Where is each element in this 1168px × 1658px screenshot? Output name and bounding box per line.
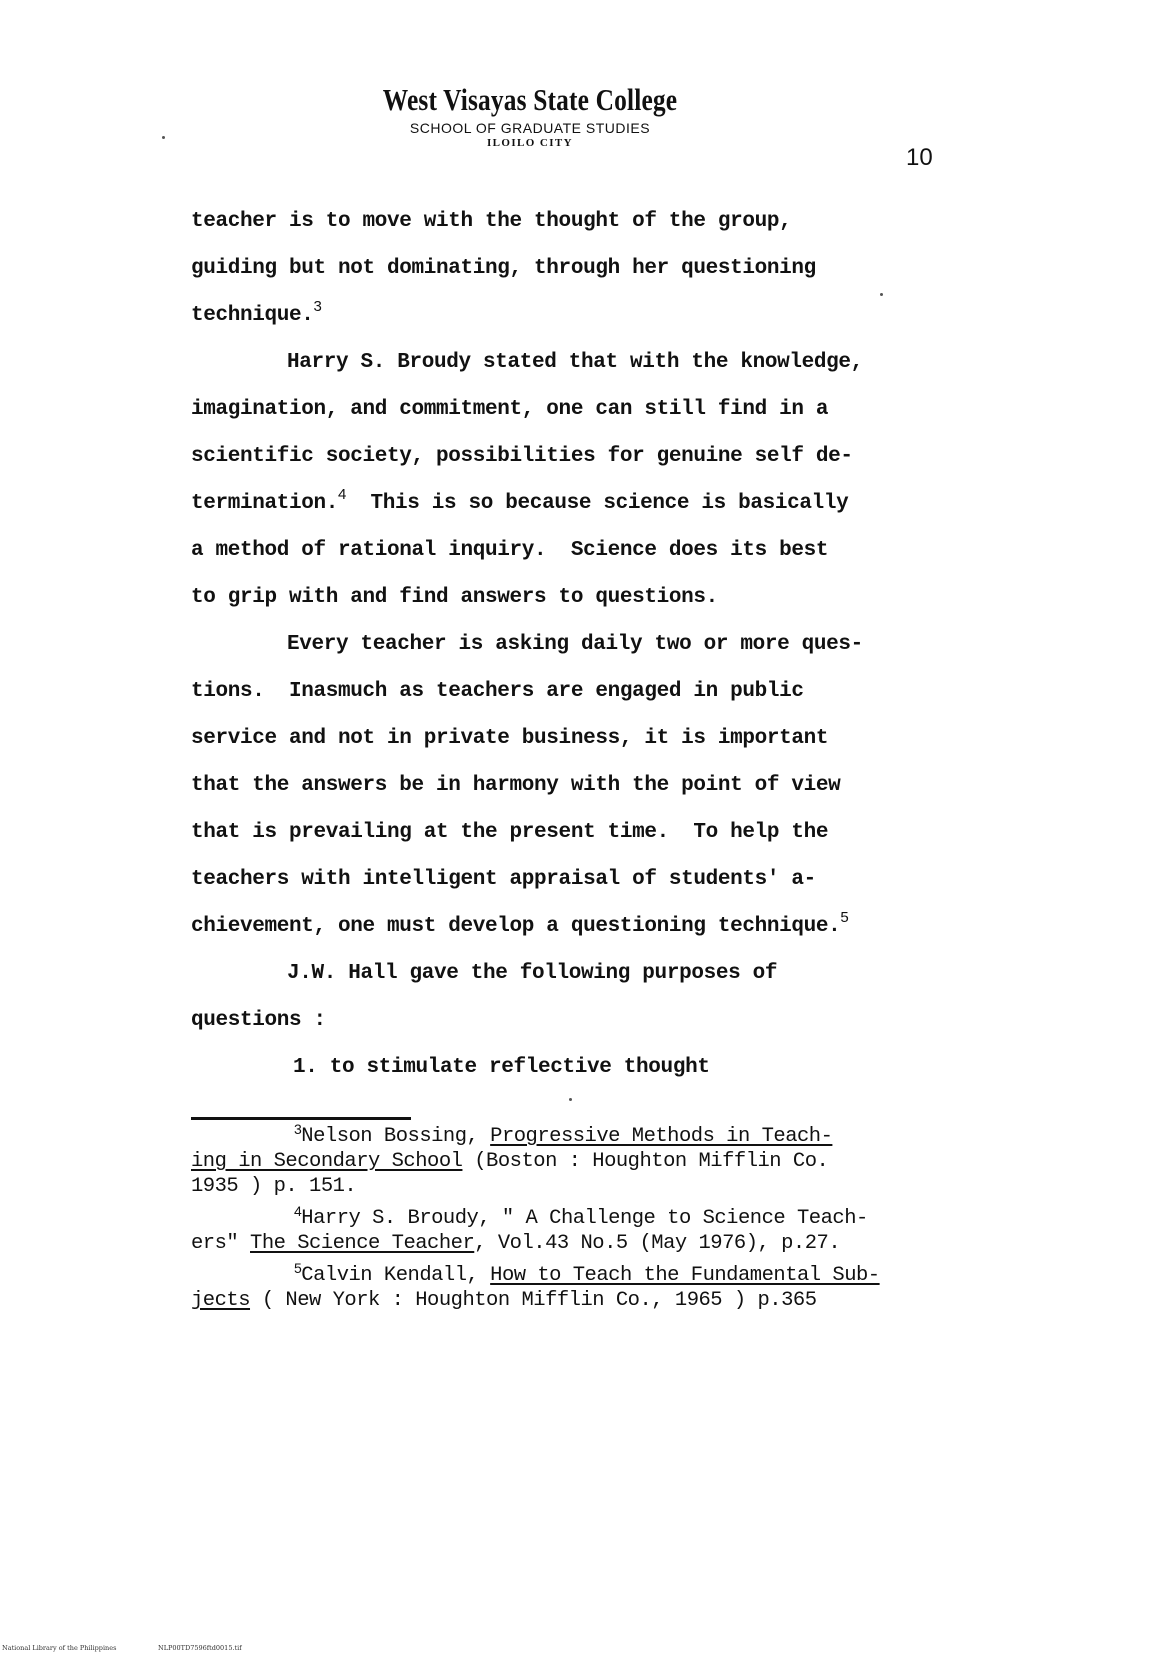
footnote-4-cont — [191, 1231, 1011, 1256]
text-line: J.W. Hall gave the following purposes of — [287, 962, 778, 985]
archive-filename: NLP00TD7596ftd0015.tif — [158, 1644, 242, 1652]
text-line: guiding but not dominating, through her questioning — [191, 257, 816, 280]
footnote-mark: 3 — [294, 1121, 302, 1137]
letterhead — [0, 82, 1060, 150]
scan-speck — [569, 1098, 572, 1101]
text-line: tions. Inasmuch as teachers are engaged in public — [191, 680, 804, 703]
page-number: 10 — [906, 144, 933, 171]
text-line: service and not in private business, it is important — [191, 727, 829, 750]
text-line: questions : — [191, 1009, 326, 1032]
text-line: that is prevailing at the present time. To help the — [191, 821, 829, 844]
text-line: scientific society, possibilities for genuine self de- — [191, 445, 853, 468]
footnote-text: ers" — [191, 1232, 251, 1255]
footnote-ref-3: 3 — [313, 298, 322, 315]
text-line: imagination, and commitment, one can still find in a — [191, 398, 829, 421]
footnote-ref-5: 5 — [840, 909, 849, 926]
text-line — [191, 292, 991, 339]
footnote-title: How to Teach the Fundamental Sub- — [490, 1264, 880, 1287]
text-segment: This is so because science is basically — [346, 492, 849, 515]
footnote-rule — [191, 1117, 411, 1120]
text-line — [191, 903, 991, 950]
text-line: Harry S. Broudy stated that with the knowledge, — [287, 351, 863, 374]
text-segment: chievement, one must develop a questioning technique. — [191, 915, 841, 938]
footnote-mark: 4 — [294, 1203, 302, 1219]
text-line: a method of rational inquiry. Science does its best — [191, 539, 829, 562]
footnote-text: Harry S. Broudy, " A Challenge to Science Teach- — [301, 1207, 868, 1230]
footnote-title: ing in Secondary School — [191, 1150, 463, 1173]
footnote-publisher: (Boston : Houghton Mifflin Co. — [462, 1150, 829, 1173]
footnote-5 — [191, 1260, 1011, 1288]
footnote-3-cont: 1935 ) p. 151. — [191, 1175, 357, 1198]
text-line: teacher is to move with the thought of the group, — [191, 210, 792, 233]
text-line: teachers with intelligent appraisal of students' a- — [191, 868, 816, 891]
text-line — [191, 480, 991, 527]
scan-speck — [162, 136, 165, 139]
college-name: West Visayas State College — [382, 82, 678, 117]
footnote-publisher: ( New York : Houghton Mifflin Co., 1965 ) p.365 — [250, 1289, 817, 1312]
school-name: SCHOOL OF GRADUATE STUDIES — [409, 120, 651, 136]
footnote-ref-4: 4 — [338, 486, 347, 503]
footnote-3 — [191, 1121, 1011, 1149]
footnote-mark: 5 — [294, 1260, 302, 1276]
footnote-4 — [191, 1203, 1011, 1231]
list-item: 1. to stimulate reflective thought — [293, 1056, 710, 1079]
text-segment: termination. — [191, 492, 339, 515]
archive-stamp: National Library of the Philippines — [2, 1644, 117, 1652]
text-line: Every teacher is asking daily two or more ques- — [287, 633, 863, 656]
footnotes — [191, 1121, 1011, 1313]
footnote-journal: The Science Teacher — [250, 1232, 475, 1255]
scan-speck — [880, 293, 883, 296]
footnote-text: , Vol.43 No.5 (May 1976), p.27. — [474, 1232, 841, 1255]
body-text — [191, 198, 991, 1091]
text-line: to grip with and find answers to questions. — [191, 586, 718, 609]
footnote-title: Progressive Methods in Teach- — [490, 1125, 833, 1148]
text-segment: technique. — [191, 304, 314, 327]
text-line: that the answers be in harmony with the point of view — [191, 774, 841, 797]
footnote-author: Calvin Kendall, — [301, 1264, 491, 1287]
footnote-5-cont — [191, 1288, 1011, 1313]
city-name: ILOILO CITY — [486, 137, 573, 149]
footnote-3-cont — [191, 1149, 1011, 1174]
footnote-title: jects — [191, 1289, 251, 1312]
footnote-author: Nelson Bossing, — [301, 1125, 491, 1148]
